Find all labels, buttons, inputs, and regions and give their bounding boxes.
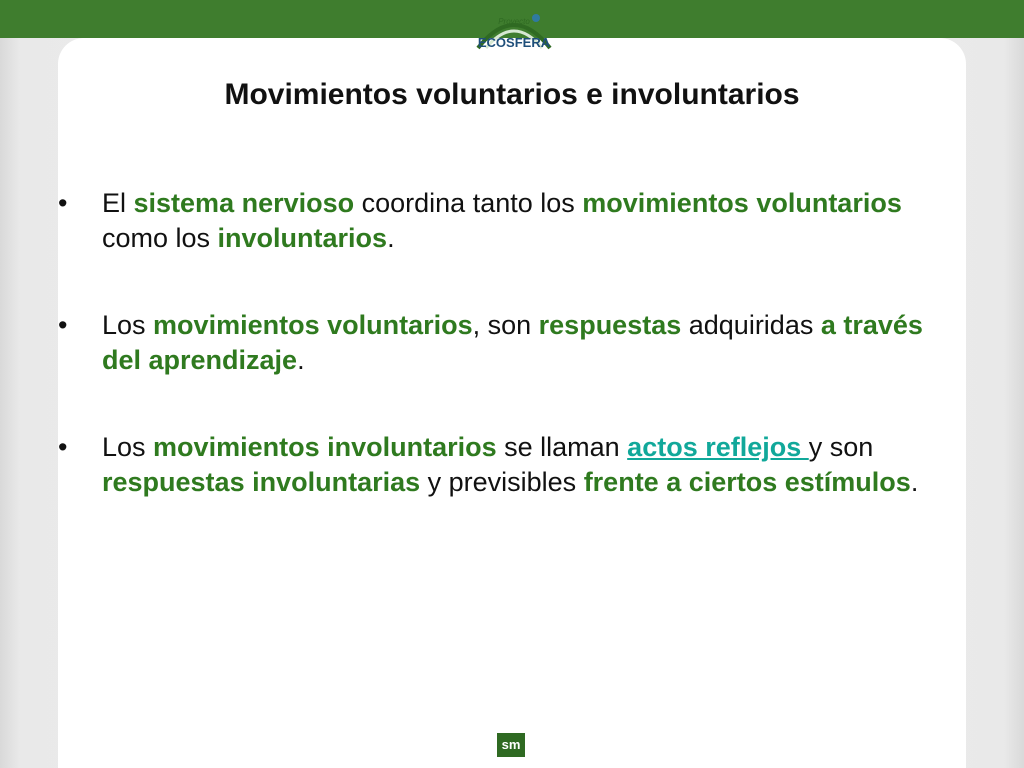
text-highlight: movimientos voluntarios — [582, 188, 902, 218]
logo-top-text: Proyecto — [498, 17, 530, 26]
page-title: Movimientos voluntarios e involuntarios — [224, 78, 800, 111]
text-highlight: movimientos voluntarios — [153, 310, 473, 340]
text-plain: coordina tanto los — [354, 188, 583, 218]
text-highlight: movimientos involuntarios — [153, 432, 497, 462]
text-plain: . — [387, 223, 395, 253]
actos-reflejos-link[interactable]: actos reflejos — [627, 432, 809, 462]
text-highlight: respuestas involuntarias — [102, 467, 421, 497]
ecosfera-logo-icon — [470, 8, 558, 60]
text-plain: . — [297, 345, 305, 375]
bullet-list — [58, 186, 958, 552]
text-plain: como los — [102, 223, 218, 253]
logo-name: ECOSFERA — [477, 35, 551, 50]
text-plain: adquiridas — [681, 310, 821, 340]
bullet-item — [58, 186, 958, 256]
text-plain: y previsibles — [420, 467, 584, 497]
text-plain: Los — [102, 310, 154, 340]
text-plain: . — [910, 467, 919, 497]
bullet-item — [58, 308, 958, 378]
text-plain: se llaman — [496, 432, 628, 462]
sm-logo-icon: sm — [497, 733, 525, 757]
text-plain: El — [102, 188, 134, 218]
text-highlight: sistema nervioso — [133, 188, 355, 218]
text-plain: Los — [102, 432, 154, 462]
text-highlight: frente a ciertos estímulos — [583, 467, 911, 497]
bullet-item — [58, 430, 958, 500]
text-plain: y son — [808, 432, 874, 462]
text-highlight: respuestas — [538, 310, 682, 340]
text-plain: , son — [472, 310, 539, 340]
text-highlight: involuntarios — [217, 223, 388, 253]
ecosfera-logo-svg — [470, 8, 558, 60]
text-highlight: a través del aprendizaje — [102, 310, 923, 375]
